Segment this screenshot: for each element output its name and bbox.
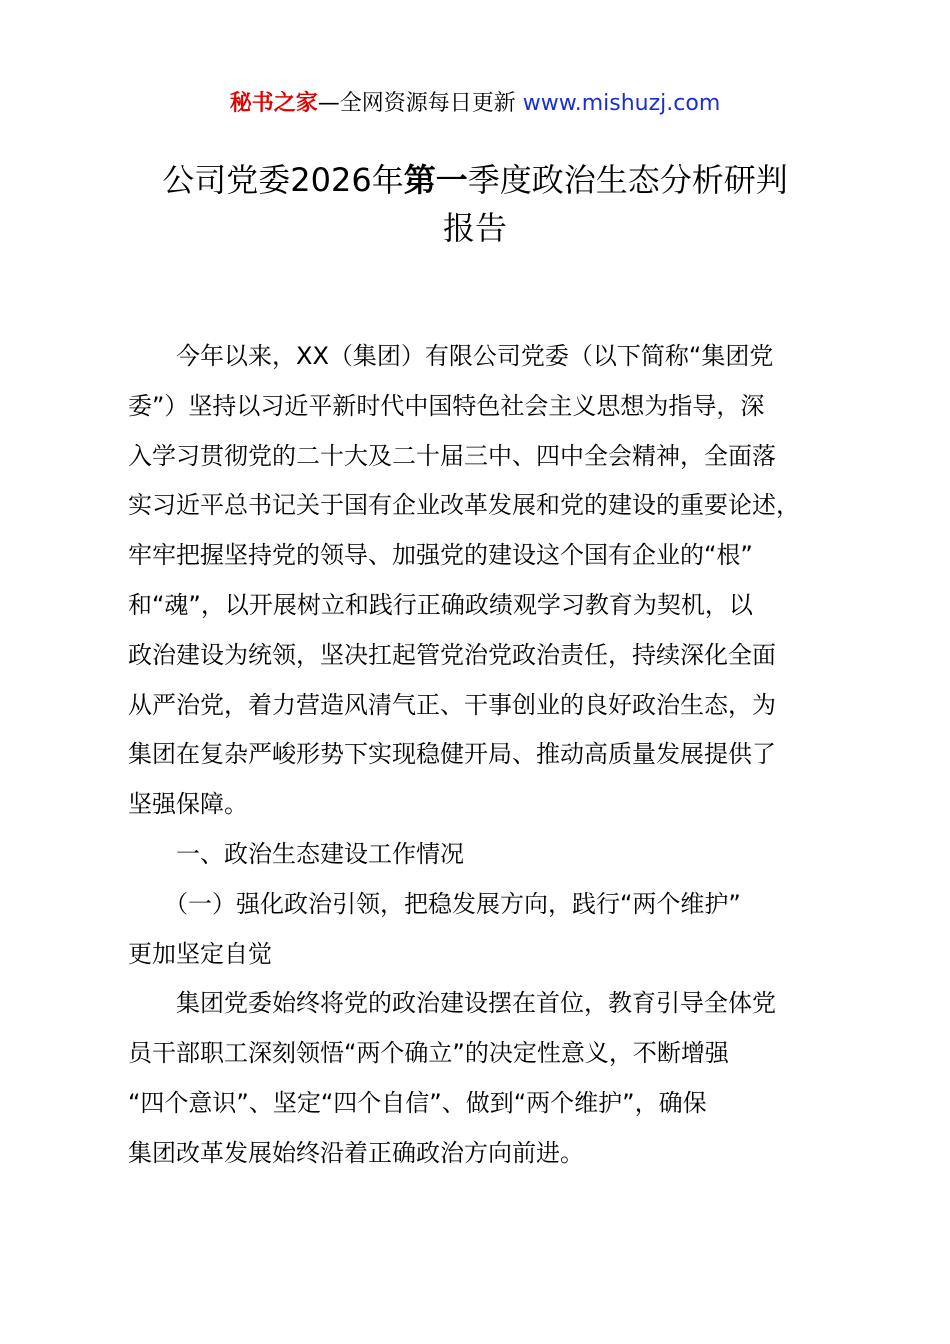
document-title	[120, 156, 830, 252]
body-line: 和“魂”，以开展树立和践行正确政绩观学习教育为契机，以	[128, 590, 753, 619]
body-line: 委”）坚持以习近平新时代中国特色社会主义思想为指导，深	[128, 391, 765, 420]
body-line: 员干部职工深刻领悟“两个确立”的决定性意义，不断增强	[128, 1039, 729, 1068]
section-heading: 一、政治生态建设工作情况	[128, 839, 464, 868]
body-line: 政治建设为统领，坚决扛起管党治党政治责任，持续深化全面	[128, 640, 776, 669]
title-part-b: 季度政治生态分析研判	[467, 161, 788, 199]
body-line: 实习近平总书记关于国有企业改革发展和党的建设的重要论述，	[128, 491, 800, 520]
body-line: 入学习贯彻党的二十大及二十届三中、四中全会精神，全面落	[128, 441, 776, 470]
subsection-heading: （一）强化政治引领，把稳发展方向，践行“两个维护”	[128, 889, 741, 918]
body-line: 从严治党，着力营造风清气正、干事创业的良好政治生态，为	[128, 690, 776, 719]
subsection-heading: 更加坚定自觉	[128, 939, 272, 968]
title-line-2: 报告	[442, 209, 507, 247]
body-line: 今年以来，XX（集团）有限公司党委（以下简称“集团党	[128, 342, 774, 370]
body-line: 牢牢把握坚持党的领导、加强党的建设这个国有企业的“根”	[128, 541, 753, 570]
site-url-link[interactable]: www.mishuzj.com	[522, 91, 721, 116]
document-body	[128, 332, 832, 1179]
body-line: 集团党委始终将党的政治建设摆在首位，教育引导全体党	[128, 989, 776, 1018]
body-line: 集团改革发展始终沿着正确政治方向前进。	[128, 1138, 584, 1167]
title-part-a: 公司党委2026年	[162, 161, 404, 199]
header-tagline: —全网资源每日更新	[317, 91, 516, 116]
body-line: 坚强保障。	[128, 790, 248, 819]
title-part-bold: 第一	[403, 161, 468, 199]
site-header	[0, 86, 950, 122]
body-line: “四个意识”、坚定“四个自信”、做到“两个维护”，确保	[128, 1088, 707, 1117]
brand-name: 秘书之家	[229, 91, 318, 116]
title-line-1	[120, 156, 830, 204]
body-line: 集团在复杂严峻形势下实现稳健开局、推动高质量发展提供了	[128, 740, 776, 769]
